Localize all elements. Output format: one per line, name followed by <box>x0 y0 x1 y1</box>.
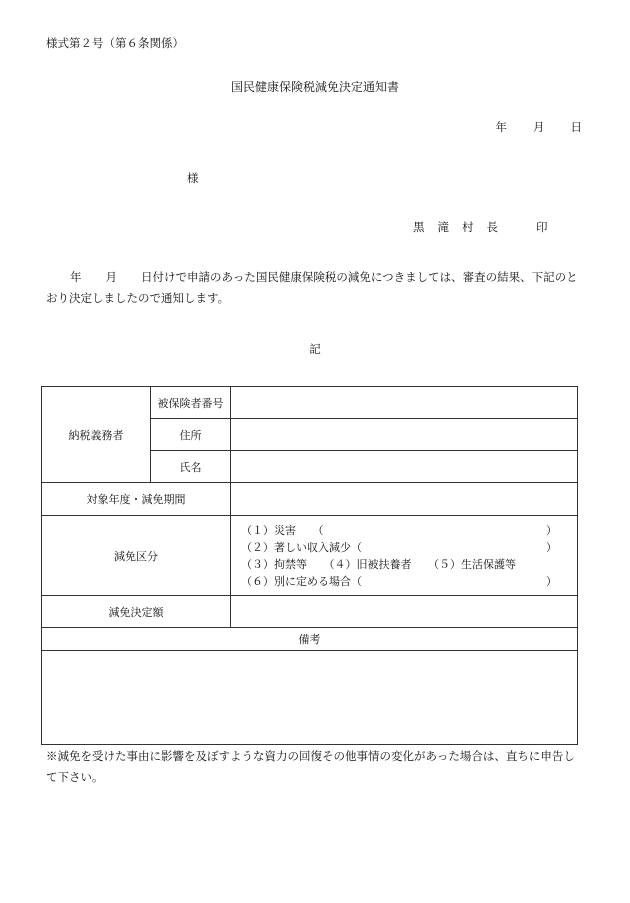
name-label: 氏名 <box>151 451 231 483</box>
insured-number-label: 被保険者番号 <box>151 387 231 419</box>
issuer <box>413 219 548 235</box>
footnote: ※減免を受けた事由に影響を及ぼすような資力の回復その他事情の変化があった場合は、直ちに申告して下さい。 <box>46 749 575 784</box>
reason-other: （６）別に定める場合（ ） <box>241 574 557 588</box>
issuer-char-1: 黒 <box>413 220 425 234</box>
ki-heading: 記 <box>309 342 321 356</box>
category-options <box>231 516 578 596</box>
date-day: 日 <box>570 120 582 134</box>
issuer-char-4: 長 <box>486 220 498 234</box>
issue-date <box>496 119 583 135</box>
remarks-label: 備考 <box>42 628 578 651</box>
decision-table <box>41 386 578 745</box>
body-month: 月 <box>105 270 117 284</box>
recipient-suffix: 様 <box>187 171 199 185</box>
body-text: 日付けで申請のあった国民健康保険税の減免につきましては、審査の結果、下記のとおり決定しましたので通知します。 <box>46 270 578 305</box>
date-year: 年 <box>495 120 507 134</box>
target-period-value <box>231 483 578 516</box>
reason-income-decrease: （２）著しい収入減少（ ） <box>241 540 557 554</box>
name-value <box>231 451 578 483</box>
seal-mark: 印 <box>536 220 548 234</box>
date-month: 月 <box>533 120 545 134</box>
remarks-area <box>42 651 578 745</box>
issuer-char-3: 村 <box>462 220 474 234</box>
address-label: 住所 <box>151 419 231 451</box>
target-period-label: 対象年度・減免期間 <box>42 483 231 516</box>
document-title: 国民健康保険税減免決定通知書 <box>230 80 399 94</box>
form-number: 様式第２号（第６条関係） <box>46 36 184 50</box>
decision-amount-value <box>231 596 578 628</box>
body-year: 年 <box>70 270 82 284</box>
taxpayer-label: 納税義務者 <box>42 387 151 483</box>
category-label: 減免区分 <box>42 516 231 596</box>
notice-body <box>46 267 586 309</box>
reason-detention-dependent-welfare: （３）拘禁等 （４）旧被扶養者 （５）生活保護等 <box>241 557 516 571</box>
issuer-char-2: 滝 <box>437 220 449 234</box>
insured-number-value <box>231 387 578 419</box>
address-value <box>231 419 578 451</box>
decision-amount-label: 減免決定額 <box>42 596 231 628</box>
reason-disaster: （１）災害 （ ） <box>241 523 557 537</box>
